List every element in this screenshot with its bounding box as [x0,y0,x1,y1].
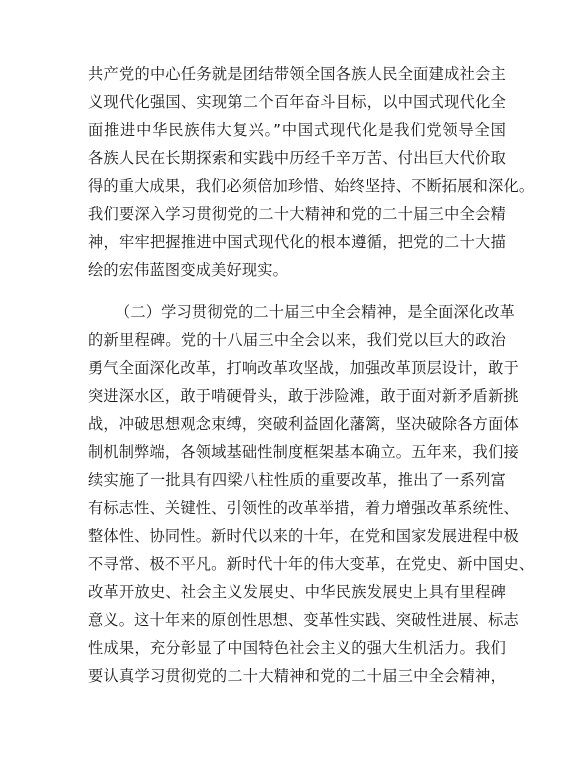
text-line: 有标志性、关键性、引领性的改革举措，着力增强改革系统性、 [88,499,519,517]
text-line: 整体性、协同性。新时代以来的十年，在党和国家发展进程中极 [88,527,519,545]
text-line: 我们要深入学习贯彻党的二十大精神和党的二十届三中全会精 [88,205,506,223]
text-line: 得的重大成果，我们必须倍加珍惜、始终坚持、不断拓展和深化。 [88,177,535,195]
text-line: 续实施了一批具有四梁八柱性质的重要改革，推出了一系列富 [88,471,506,489]
text-line: 绘的宏伟蓝图变成美好现实。 [88,261,289,279]
paragraph-1 [88,60,535,284]
text-line: 要认真学习贯彻党的二十大精神和党的二十届三中全会精神， [88,667,506,685]
text-line: 各族人民在长期探索和实践中历经千辛万苦、付出巨大代价取 [88,149,506,167]
text-line: 性成果，充分彰显了中国特色社会主义的强大生机活力。我们 [88,639,506,657]
text-line: 意义。这十年来的原创性思想、变革性实践、突破性进展、标志 [88,611,519,629]
text-line: 义现代化强国、实现第二个百年奋斗目标，以中国式现代化全 [88,93,506,111]
text-line: 不寻常、极不平凡。新时代十年的伟大变革，在党史、新中国史、 [88,555,535,573]
text-line: 的新里程碑。党的十八届三中全会以来，我们党以巨大的政治 [88,331,506,349]
text-line: （二）学习贯彻党的二十届三中全会精神，是全面深化改革 [115,303,516,321]
paragraph-2 [88,298,535,690]
text-line: 战，冲破思想观念束缚，突破利益固化藩篱，坚决破除各方面体 [88,415,519,433]
text-line: 突进深水区，敢于啃硬骨头，敢于涉险滩，敢于面对新矛盾新挑 [88,387,519,405]
text-line: 改革开放史、社会主义发展史、中华民族发展史上具有里程碑 [88,583,506,601]
text-line: 共产党的中心任务就是团结带领全国各族人民全面建成社会主 [88,65,506,83]
text-line: 面推进中华民族伟大复兴。”中国式现代化是我们党领导全国 [88,121,506,139]
text-line: 勇气全面深化改革，打响改革攻坚战，加强改革顶层设计，敢于 [88,359,519,377]
text-line: 神，牢牢把握推进中国式现代化的根本遵循，把党的二十大描 [88,233,506,251]
text-line: 制机制弊端，各领域基础性制度框架基本确立。五年来，我们接 [88,443,519,461]
